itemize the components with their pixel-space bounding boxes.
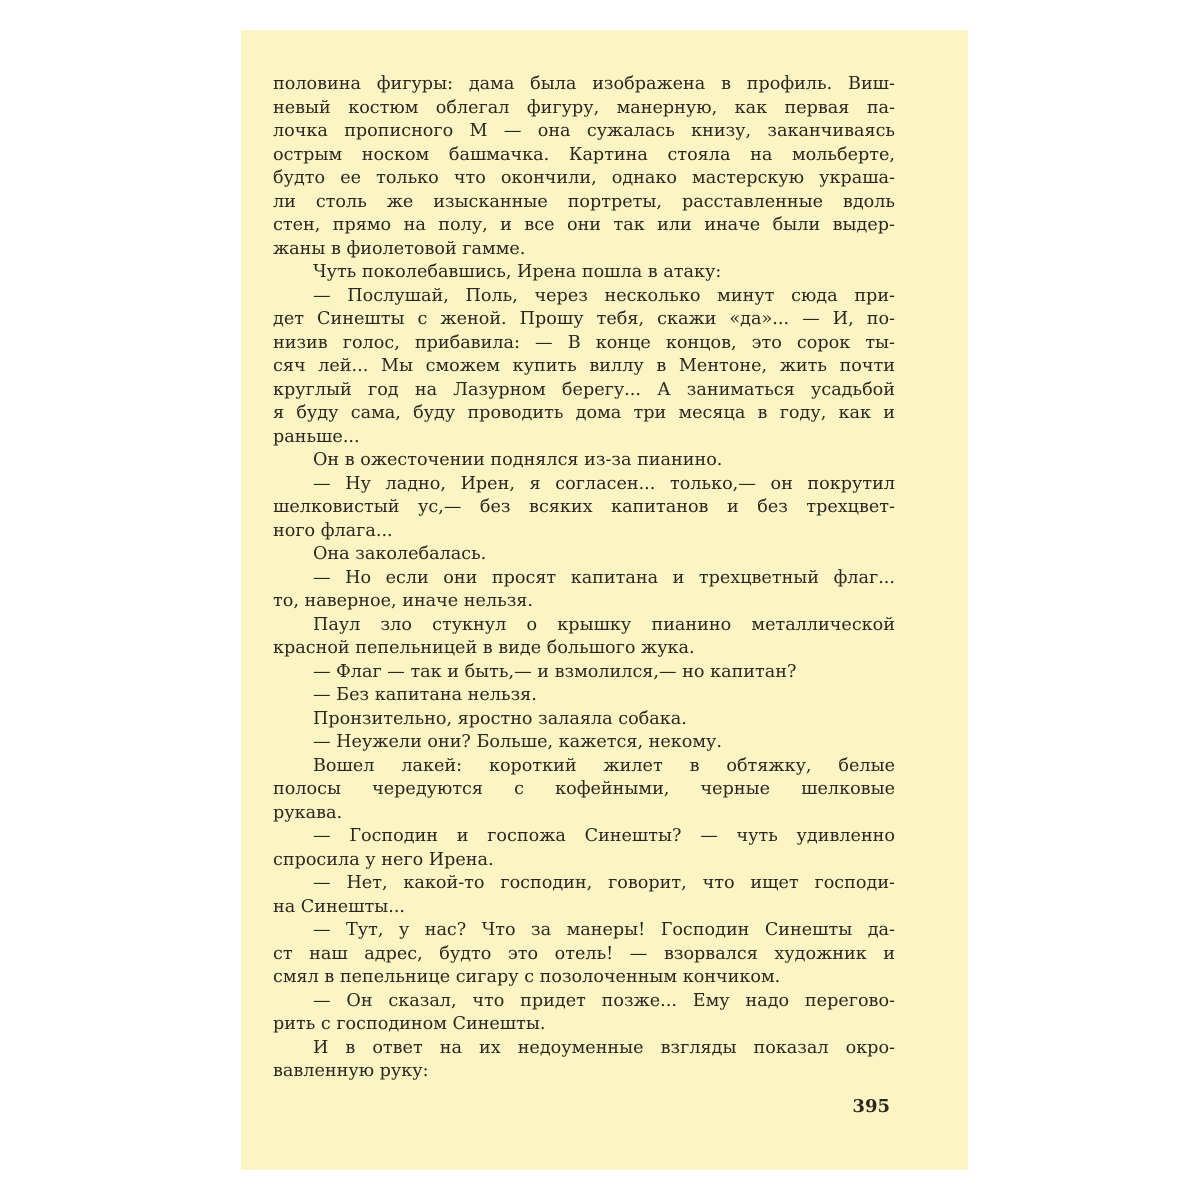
text-line: Паул зло стукнул о крышку пианино металлической <box>313 614 895 635</box>
text-line: — Нет, какой-то господин, говорит, что ищет господи- <box>313 873 895 893</box>
text-line: раньше... <box>273 426 360 447</box>
text-line: невый костюм облегал фигуру, манерную, как первая па- <box>273 97 895 118</box>
text-line: лочка прописного М — она сужалась книзу, заканчиваясь <box>273 121 895 141</box>
text-line: И в ответ на их недоуменные взгляды показал окро- <box>313 1037 895 1058</box>
text-line: полосы чередуются с кофейными, черные шелковые <box>273 779 895 799</box>
text-line: я буду сама, буду проводить дома три месяца в году, как и <box>273 403 895 423</box>
text-line: половина фигуры: дама была изображена в профиль. Виш- <box>273 74 895 94</box>
text-line: ного флага... <box>273 520 393 541</box>
text-line: Вошел лакей: короткий жилет в обтяжку, белые <box>313 755 895 776</box>
text-line: Пронзительно, яростно залаяла собака. <box>313 708 687 729</box>
text-line: Он в ожесточении поднялся из-за пианино. <box>313 450 723 470</box>
text-line: — Неужели они? Больше, кажется, некому. <box>313 732 722 752</box>
text-line: смял в пепельнице сигару с позолоченным кончиком. <box>273 967 781 987</box>
text-line: — Тут, у нас? Что за манеры! Господин Синешты да- <box>313 920 895 940</box>
text-line: острым носком башмачка. Картина стояла на мольберте, <box>273 144 895 165</box>
text-line: круглый год на Лазурном берегу... А заниматься усадьбой <box>273 379 895 400</box>
text-line: дет Синешты с женой. Прошу тебя, скажи «да»... — И, по- <box>273 309 895 329</box>
text-line: — Флаг — так и быть,— и взмолился,— но капитан? <box>313 661 797 682</box>
book-page <box>241 30 968 1170</box>
page-number: 395 <box>852 1096 890 1117</box>
text-line: жаны в фиолетовой гамме. <box>273 238 526 259</box>
text-line: — Послушай, Поль, через несколько минут сюда при- <box>313 285 895 306</box>
text-line: стен, прямо на полу, и все они так или иначе были выдер- <box>273 215 895 235</box>
text-line: будто ее только что окончили, однако мастерскую украша- <box>273 168 895 188</box>
text-line: — Но если они просят капитана и трехцветный флаг... <box>313 567 895 588</box>
text-line: ст наш адрес, будто это отель! — взорвался художник и <box>273 943 895 964</box>
text-line: Она заколебалась. <box>313 544 487 564</box>
text-line: рить с господином Синешты. <box>273 1014 546 1034</box>
text-line: спросила у него Ирена. <box>273 849 494 870</box>
text-line: рукава. <box>273 802 343 823</box>
text-line: сяч лей... Мы сможем купить виллу в Ментоне, жить почти <box>273 356 895 376</box>
text-line: — Господин и госпожа Синешты? — чуть удивленно <box>313 826 895 846</box>
text-line: на Синешты... <box>273 896 406 917</box>
text-line: шелковистый ус,— без всяких капитанов и без трехцвет- <box>273 497 895 517</box>
text-line: то, наверное, иначе нельзя. <box>273 591 533 611</box>
text-line: ли столь же изысканные портреты, расставленные вдоль <box>273 191 895 212</box>
text-line: — Ну ладно, Ирен, я согласен... только,— он покрутил <box>313 473 895 494</box>
page-text <box>273 73 895 1084</box>
text-line: красной пепельницей в виде большого жука. <box>273 638 695 658</box>
text-line: — Он сказал, что придет позже... Ему надо перегово- <box>313 990 895 1011</box>
text-line: вавленную руку: <box>273 1061 429 1081</box>
text-line: — Без капитана нельзя. <box>313 685 537 705</box>
text-line: Чуть поколебавшись, Ирена пошла в атаку: <box>313 262 722 282</box>
text-line: низив голос, прибавила: — В конце концов, это сорок ты- <box>273 332 895 353</box>
